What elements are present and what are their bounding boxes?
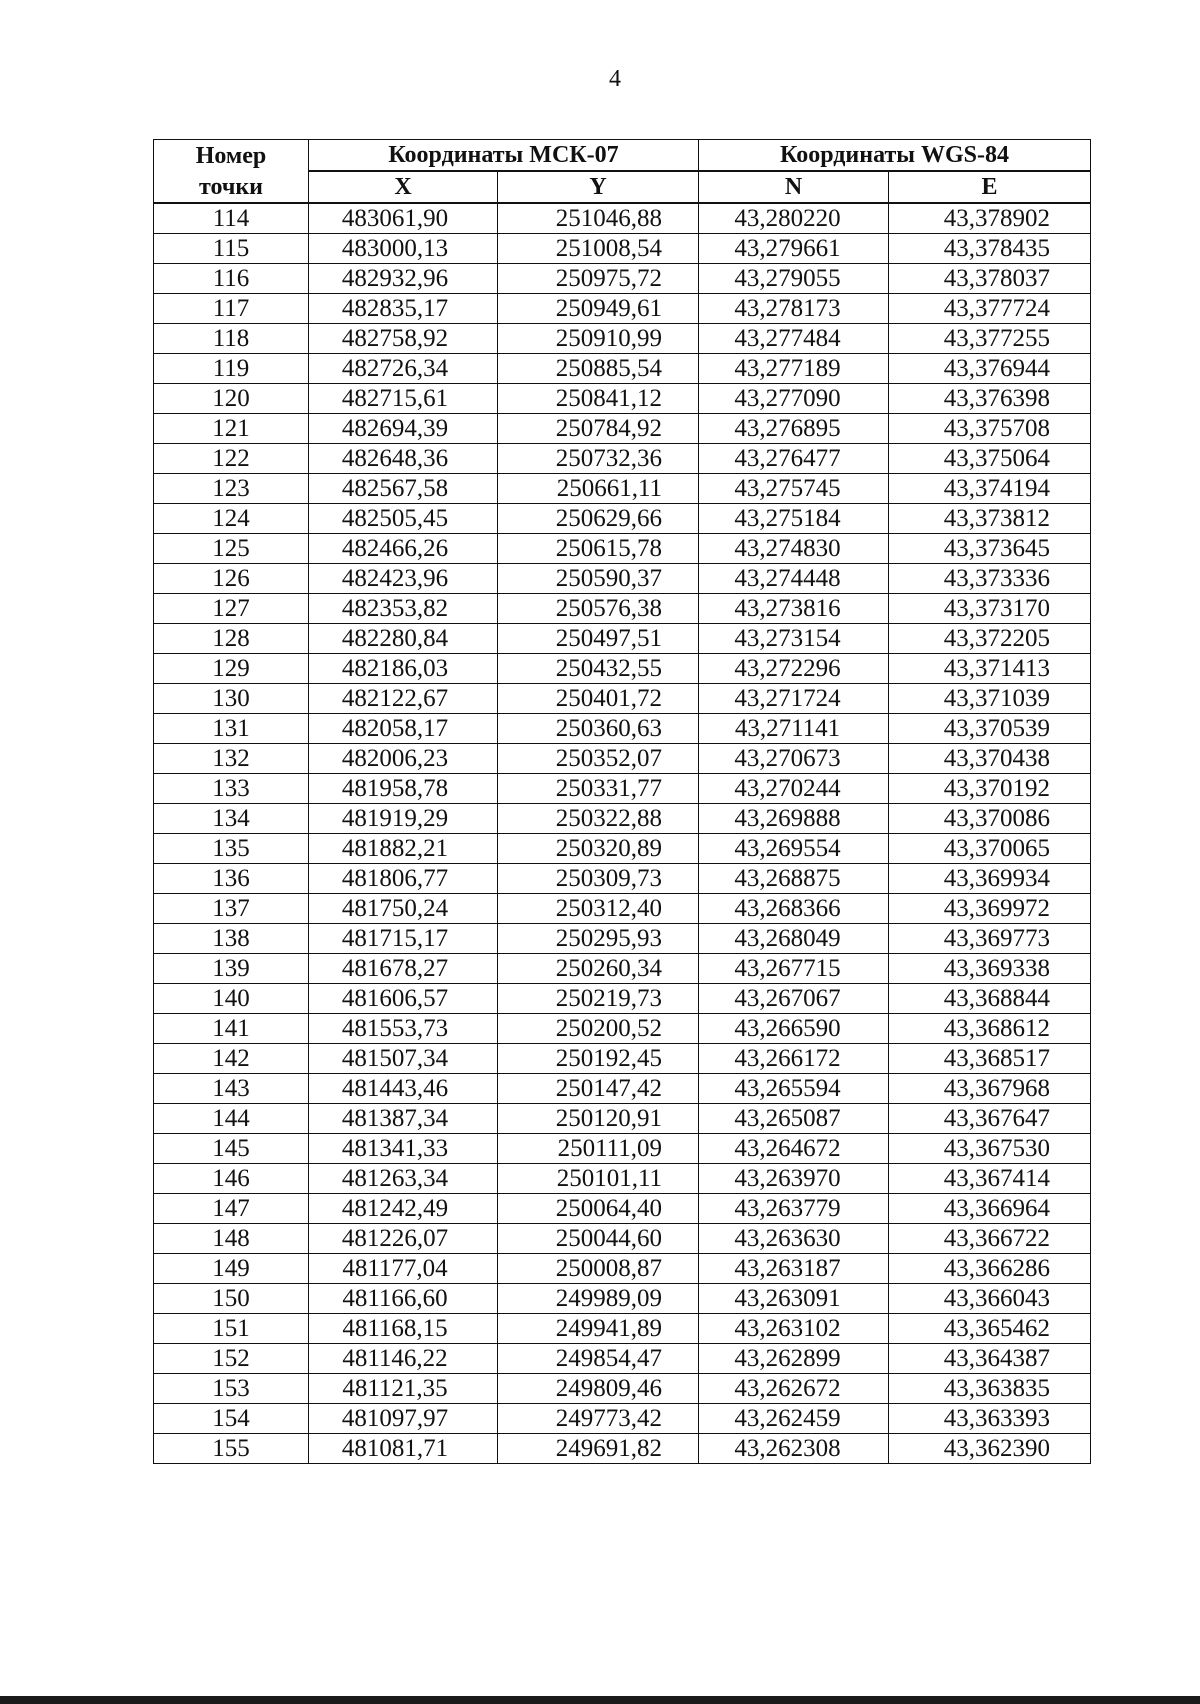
e-cell: 43,366286 xyxy=(889,1254,1091,1284)
point-number-cell: 133 xyxy=(154,774,309,804)
e-cell: 43,363835 xyxy=(889,1374,1091,1404)
x-cell: 482353,82 xyxy=(309,594,498,624)
x-cell: 482006,23 xyxy=(309,744,498,774)
table-row xyxy=(154,384,1091,414)
y-cell: 250044,60 xyxy=(498,1224,699,1254)
e-cell: 43,378902 xyxy=(889,203,1091,234)
table-row xyxy=(154,624,1091,654)
x-cell: 482726,34 xyxy=(309,354,498,384)
n-cell: 43,267715 xyxy=(699,954,889,984)
point-number-cell: 139 xyxy=(154,954,309,984)
point-number-cell: 144 xyxy=(154,1104,309,1134)
x-cell: 482694,39 xyxy=(309,414,498,444)
table-row xyxy=(154,654,1091,684)
x-cell: 483000,13 xyxy=(309,234,498,264)
y-cell: 250064,40 xyxy=(498,1194,699,1224)
table-row xyxy=(154,774,1091,804)
y-cell: 250975,72 xyxy=(498,264,699,294)
point-number-cell: 117 xyxy=(154,294,309,324)
table-row xyxy=(154,1134,1091,1164)
table-row xyxy=(154,1314,1091,1344)
e-cell: 43,370539 xyxy=(889,714,1091,744)
n-cell: 43,278173 xyxy=(699,294,889,324)
header-row-axes xyxy=(154,171,1091,203)
y-cell: 250885,54 xyxy=(498,354,699,384)
y-cell: 250219,73 xyxy=(498,984,699,1014)
point-number-cell: 116 xyxy=(154,264,309,294)
y-cell: 250322,88 xyxy=(498,804,699,834)
x-cell: 481882,21 xyxy=(309,834,498,864)
table-row xyxy=(154,1344,1091,1374)
y-cell: 250309,73 xyxy=(498,864,699,894)
n-cell: 43,263187 xyxy=(699,1254,889,1284)
x-cell: 481097,97 xyxy=(309,1404,498,1434)
header-n: N xyxy=(699,171,889,203)
e-cell: 43,375064 xyxy=(889,444,1091,474)
y-cell: 250590,37 xyxy=(498,564,699,594)
x-cell: 482423,96 xyxy=(309,564,498,594)
table-row xyxy=(154,354,1091,384)
e-cell: 43,372205 xyxy=(889,624,1091,654)
point-number-cell: 145 xyxy=(154,1134,309,1164)
point-number-cell: 123 xyxy=(154,474,309,504)
n-cell: 43,263091 xyxy=(699,1284,889,1314)
n-cell: 43,269888 xyxy=(699,804,889,834)
n-cell: 43,279055 xyxy=(699,264,889,294)
x-cell: 481242,49 xyxy=(309,1194,498,1224)
e-cell: 43,366043 xyxy=(889,1284,1091,1314)
table-row xyxy=(154,954,1091,984)
y-cell: 249773,42 xyxy=(498,1404,699,1434)
table-row xyxy=(154,264,1091,294)
point-number-cell: 154 xyxy=(154,1404,309,1434)
point-number-cell: 122 xyxy=(154,444,309,474)
x-cell: 481958,78 xyxy=(309,774,498,804)
y-cell: 249809,46 xyxy=(498,1374,699,1404)
x-cell: 481606,57 xyxy=(309,984,498,1014)
table-row xyxy=(154,594,1091,624)
y-cell: 250910,99 xyxy=(498,324,699,354)
n-cell: 43,271724 xyxy=(699,684,889,714)
table-row xyxy=(154,504,1091,534)
x-cell: 482466,26 xyxy=(309,534,498,564)
table-row xyxy=(154,744,1091,774)
y-cell: 250732,36 xyxy=(498,444,699,474)
table-row xyxy=(154,234,1091,264)
coordinates-table xyxy=(153,139,1091,1464)
x-cell: 481166,60 xyxy=(309,1284,498,1314)
point-number-cell: 137 xyxy=(154,894,309,924)
y-cell: 250576,38 xyxy=(498,594,699,624)
e-cell: 43,368612 xyxy=(889,1014,1091,1044)
y-cell: 250432,55 xyxy=(498,654,699,684)
e-cell: 43,377255 xyxy=(889,324,1091,354)
e-cell: 43,373645 xyxy=(889,534,1091,564)
table-row xyxy=(154,714,1091,744)
header-wgs-group: Координаты WGS-84 xyxy=(699,140,1091,172)
x-cell: 482648,36 xyxy=(309,444,498,474)
e-cell: 43,366964 xyxy=(889,1194,1091,1224)
point-number-cell: 125 xyxy=(154,534,309,564)
n-cell: 43,269554 xyxy=(699,834,889,864)
n-cell: 43,263630 xyxy=(699,1224,889,1254)
x-cell: 482058,17 xyxy=(309,714,498,744)
y-cell: 250352,07 xyxy=(498,744,699,774)
point-number-cell: 146 xyxy=(154,1164,309,1194)
y-cell: 250320,89 xyxy=(498,834,699,864)
e-cell: 43,376398 xyxy=(889,384,1091,414)
n-cell: 43,266590 xyxy=(699,1014,889,1044)
x-cell: 481177,04 xyxy=(309,1254,498,1284)
table-body xyxy=(154,203,1091,1464)
point-number-cell: 131 xyxy=(154,714,309,744)
header-y: Y xyxy=(498,171,699,203)
header-msk-group: Координаты МСК-07 xyxy=(309,140,699,172)
table-row xyxy=(154,1044,1091,1074)
n-cell: 43,275184 xyxy=(699,504,889,534)
table-row xyxy=(154,474,1091,504)
page-number: 4 xyxy=(609,66,621,92)
n-cell: 43,265594 xyxy=(699,1074,889,1104)
table-row xyxy=(154,534,1091,564)
e-cell: 43,367647 xyxy=(889,1104,1091,1134)
x-cell: 482758,92 xyxy=(309,324,498,354)
e-cell: 43,370438 xyxy=(889,744,1091,774)
n-cell: 43,271141 xyxy=(699,714,889,744)
x-cell: 481507,34 xyxy=(309,1044,498,1074)
n-cell: 43,274830 xyxy=(699,534,889,564)
y-cell: 250295,93 xyxy=(498,924,699,954)
e-cell: 43,364387 xyxy=(889,1344,1091,1374)
table-row xyxy=(154,444,1091,474)
y-cell: 249941,89 xyxy=(498,1314,699,1344)
n-cell: 43,268366 xyxy=(699,894,889,924)
x-cell: 481750,24 xyxy=(309,894,498,924)
y-cell: 250401,72 xyxy=(498,684,699,714)
y-cell: 250497,51 xyxy=(498,624,699,654)
x-cell: 481168,15 xyxy=(309,1314,498,1344)
point-number-cell: 121 xyxy=(154,414,309,444)
table-row xyxy=(154,924,1091,954)
x-cell: 482280,84 xyxy=(309,624,498,654)
e-cell: 43,370192 xyxy=(889,774,1091,804)
e-cell: 43,366722 xyxy=(889,1224,1091,1254)
table-row xyxy=(154,1104,1091,1134)
y-cell: 250101,11 xyxy=(498,1164,699,1194)
point-number-cell: 143 xyxy=(154,1074,309,1104)
table-row xyxy=(154,324,1091,354)
y-cell: 249989,09 xyxy=(498,1284,699,1314)
n-cell: 43,268049 xyxy=(699,924,889,954)
e-cell: 43,362390 xyxy=(889,1434,1091,1464)
point-number-cell: 152 xyxy=(154,1344,309,1374)
point-number-cell: 115 xyxy=(154,234,309,264)
point-number-cell: 140 xyxy=(154,984,309,1014)
y-cell: 250111,09 xyxy=(498,1134,699,1164)
x-cell: 481553,73 xyxy=(309,1014,498,1044)
x-cell: 481226,07 xyxy=(309,1224,498,1254)
x-cell: 483061,90 xyxy=(309,203,498,234)
header-x: X xyxy=(309,171,498,203)
header-e: E xyxy=(889,171,1091,203)
x-cell: 481263,34 xyxy=(309,1164,498,1194)
y-cell: 250192,45 xyxy=(498,1044,699,1074)
point-number-cell: 127 xyxy=(154,594,309,624)
n-cell: 43,267067 xyxy=(699,984,889,1014)
x-cell: 482567,58 xyxy=(309,474,498,504)
point-number-cell: 126 xyxy=(154,564,309,594)
table-row xyxy=(154,294,1091,324)
table-row xyxy=(154,1254,1091,1284)
y-cell: 250260,34 xyxy=(498,954,699,984)
n-cell: 43,272296 xyxy=(699,654,889,684)
n-cell: 43,279661 xyxy=(699,234,889,264)
y-cell: 250120,91 xyxy=(498,1104,699,1134)
y-cell: 250331,77 xyxy=(498,774,699,804)
table-row xyxy=(154,1434,1091,1464)
x-cell: 481387,34 xyxy=(309,1104,498,1134)
table-row xyxy=(154,1014,1091,1044)
y-cell: 250949,61 xyxy=(498,294,699,324)
n-cell: 43,275745 xyxy=(699,474,889,504)
table-row xyxy=(154,1404,1091,1434)
n-cell: 43,268875 xyxy=(699,864,889,894)
n-cell: 43,270244 xyxy=(699,774,889,804)
y-cell: 250312,40 xyxy=(498,894,699,924)
point-number-cell: 141 xyxy=(154,1014,309,1044)
header-point-number-line2: точки xyxy=(154,171,309,203)
e-cell: 43,371413 xyxy=(889,654,1091,684)
point-number-cell: 124 xyxy=(154,504,309,534)
y-cell: 250784,92 xyxy=(498,414,699,444)
table-row xyxy=(154,1194,1091,1224)
e-cell: 43,373336 xyxy=(889,564,1091,594)
n-cell: 43,280220 xyxy=(699,203,889,234)
scan-bottom-edge xyxy=(0,1696,1200,1704)
e-cell: 43,370065 xyxy=(889,834,1091,864)
e-cell: 43,369338 xyxy=(889,954,1091,984)
y-cell: 251008,54 xyxy=(498,234,699,264)
x-cell: 482715,61 xyxy=(309,384,498,414)
point-number-cell: 136 xyxy=(154,864,309,894)
x-cell: 482835,17 xyxy=(309,294,498,324)
e-cell: 43,371039 xyxy=(889,684,1091,714)
e-cell: 43,373170 xyxy=(889,594,1091,624)
table-row xyxy=(154,414,1091,444)
y-cell: 249854,47 xyxy=(498,1344,699,1374)
table-row xyxy=(154,1284,1091,1314)
e-cell: 43,368517 xyxy=(889,1044,1091,1074)
point-number-cell: 120 xyxy=(154,384,309,414)
point-number-cell: 151 xyxy=(154,1314,309,1344)
table-row xyxy=(154,203,1091,234)
n-cell: 43,263779 xyxy=(699,1194,889,1224)
n-cell: 43,273154 xyxy=(699,624,889,654)
n-cell: 43,270673 xyxy=(699,744,889,774)
y-cell: 250360,63 xyxy=(498,714,699,744)
x-cell: 481919,29 xyxy=(309,804,498,834)
n-cell: 43,265087 xyxy=(699,1104,889,1134)
point-number-cell: 155 xyxy=(154,1434,309,1464)
table-row xyxy=(154,684,1091,714)
point-number-cell: 153 xyxy=(154,1374,309,1404)
table-row xyxy=(154,564,1091,594)
point-number-cell: 132 xyxy=(154,744,309,774)
e-cell: 43,378435 xyxy=(889,234,1091,264)
point-number-cell: 134 xyxy=(154,804,309,834)
point-number-cell: 147 xyxy=(154,1194,309,1224)
x-cell: 481678,27 xyxy=(309,954,498,984)
header-point-number-line1: Номер xyxy=(154,140,309,172)
e-cell: 43,377724 xyxy=(889,294,1091,324)
y-cell: 250615,78 xyxy=(498,534,699,564)
y-cell: 250629,66 xyxy=(498,504,699,534)
point-number-cell: 119 xyxy=(154,354,309,384)
x-cell: 481443,46 xyxy=(309,1074,498,1104)
table-row xyxy=(154,1374,1091,1404)
n-cell: 43,277484 xyxy=(699,324,889,354)
n-cell: 43,264672 xyxy=(699,1134,889,1164)
y-cell: 250008,87 xyxy=(498,1254,699,1284)
x-cell: 482932,96 xyxy=(309,264,498,294)
n-cell: 43,277189 xyxy=(699,354,889,384)
y-cell: 250147,42 xyxy=(498,1074,699,1104)
table-row xyxy=(154,984,1091,1014)
e-cell: 43,367968 xyxy=(889,1074,1091,1104)
e-cell: 43,367530 xyxy=(889,1134,1091,1164)
n-cell: 43,262308 xyxy=(699,1434,889,1464)
e-cell: 43,375708 xyxy=(889,414,1091,444)
y-cell: 250841,12 xyxy=(498,384,699,414)
e-cell: 43,368844 xyxy=(889,984,1091,1014)
x-cell: 482122,67 xyxy=(309,684,498,714)
e-cell: 43,378037 xyxy=(889,264,1091,294)
n-cell: 43,276477 xyxy=(699,444,889,474)
x-cell: 482505,45 xyxy=(309,504,498,534)
e-cell: 43,370086 xyxy=(889,804,1091,834)
e-cell: 43,365462 xyxy=(889,1314,1091,1344)
point-number-cell: 149 xyxy=(154,1254,309,1284)
x-cell: 481341,33 xyxy=(309,1134,498,1164)
table-row xyxy=(154,1224,1091,1254)
e-cell: 43,367414 xyxy=(889,1164,1091,1194)
n-cell: 43,266172 xyxy=(699,1044,889,1074)
n-cell: 43,263970 xyxy=(699,1164,889,1194)
table-row xyxy=(154,864,1091,894)
x-cell: 482186,03 xyxy=(309,654,498,684)
y-cell: 249691,82 xyxy=(498,1434,699,1464)
x-cell: 481121,35 xyxy=(309,1374,498,1404)
n-cell: 43,263102 xyxy=(699,1314,889,1344)
n-cell: 43,273816 xyxy=(699,594,889,624)
x-cell: 481081,71 xyxy=(309,1434,498,1464)
table-row xyxy=(154,1074,1091,1104)
table-row xyxy=(154,804,1091,834)
point-number-cell: 135 xyxy=(154,834,309,864)
x-cell: 481806,77 xyxy=(309,864,498,894)
point-number-cell: 142 xyxy=(154,1044,309,1074)
header-row-groups xyxy=(154,140,1091,172)
table-row xyxy=(154,894,1091,924)
point-number-cell: 150 xyxy=(154,1284,309,1314)
y-cell: 250200,52 xyxy=(498,1014,699,1044)
x-cell: 481146,22 xyxy=(309,1344,498,1374)
point-number-cell: 138 xyxy=(154,924,309,954)
x-cell: 481715,17 xyxy=(309,924,498,954)
point-number-cell: 129 xyxy=(154,654,309,684)
point-number-cell: 118 xyxy=(154,324,309,354)
y-cell: 251046,88 xyxy=(498,203,699,234)
point-number-cell: 130 xyxy=(154,684,309,714)
point-number-cell: 128 xyxy=(154,624,309,654)
e-cell: 43,373812 xyxy=(889,504,1091,534)
point-number-cell: 148 xyxy=(154,1224,309,1254)
n-cell: 43,274448 xyxy=(699,564,889,594)
table-row xyxy=(154,834,1091,864)
n-cell: 43,262899 xyxy=(699,1344,889,1374)
e-cell: 43,376944 xyxy=(889,354,1091,384)
e-cell: 43,369972 xyxy=(889,894,1091,924)
e-cell: 43,369773 xyxy=(889,924,1091,954)
n-cell: 43,276895 xyxy=(699,414,889,444)
table-row xyxy=(154,1164,1091,1194)
y-cell: 250661,11 xyxy=(498,474,699,504)
e-cell: 43,369934 xyxy=(889,864,1091,894)
e-cell: 43,363393 xyxy=(889,1404,1091,1434)
e-cell: 43,374194 xyxy=(889,474,1091,504)
n-cell: 43,262672 xyxy=(699,1374,889,1404)
point-number-cell: 114 xyxy=(154,203,309,234)
n-cell: 43,277090 xyxy=(699,384,889,414)
n-cell: 43,262459 xyxy=(699,1404,889,1434)
